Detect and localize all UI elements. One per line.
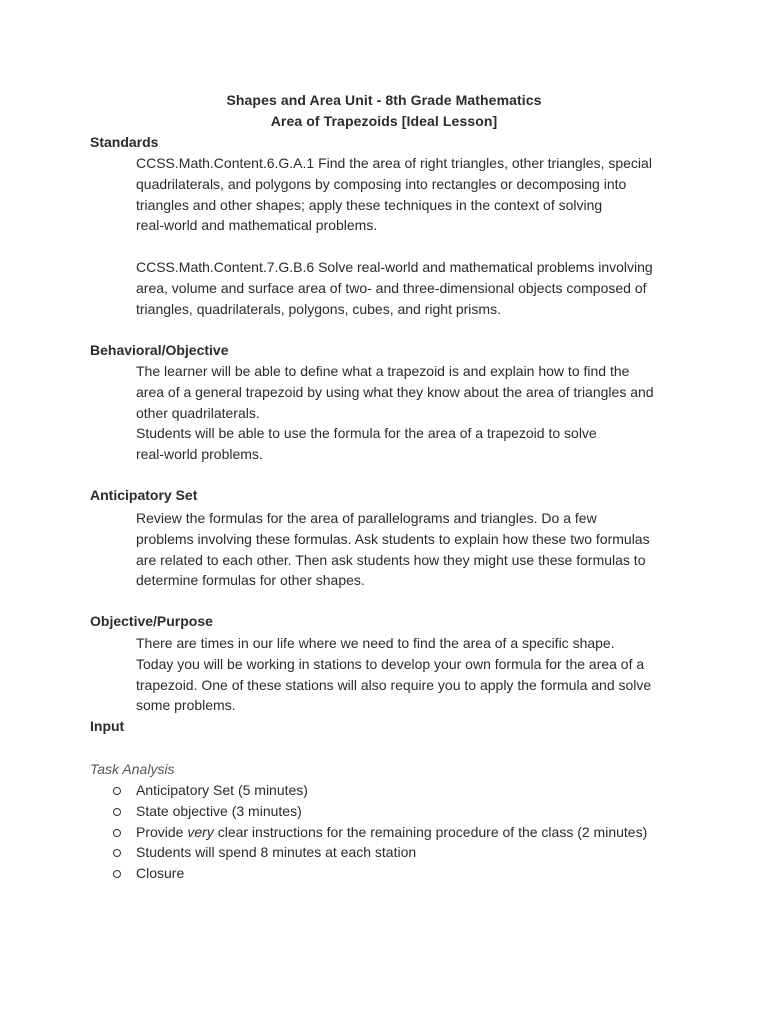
hollow-bullet-icon [113,829,121,837]
list-item-text: Anticipatory Set (5 minutes) [136,782,308,798]
text-line: triangles, quadrilaterals, polygons, cubes, and right prisms. [136,300,501,317]
list-item [113,801,647,822]
list-item-text: State objective (3 minutes) [136,802,302,819]
task-analysis-list [113,780,647,884]
emphasis-text: very [187,823,214,840]
text-line: Review the formulas for the area of parallelograms and triangles. Do a few [136,510,597,526]
objective-purpose-paragraph [136,633,696,716]
list-item [113,822,647,843]
list-item-text: Closure [136,865,185,882]
text-line: real-world and mathematical problems. [136,217,378,234]
anticipatory-paragraph [136,508,696,591]
document-subtitle: Area of Trapezoids [Ideal Lesson] [270,113,498,129]
text-line: Today you will be working in stations to develop your own formula for the area of a [136,655,645,672]
text-line: real-world problems. [136,446,263,463]
list-item-text: Students will spend 8 minutes at each station [136,844,417,861]
text-line: There are times in our life where we need to find the area of a specific shape. [136,635,615,651]
text-line: are related to each other. Then ask students how they might use these formulas to [136,551,646,568]
document-title: Shapes and Area Unit - 8th Grade Mathematics [226,92,542,108]
objective-purpose-heading: Objective/Purpose [90,613,213,629]
behavioral-paragraph [136,361,696,465]
text-line: determine formulas for other shapes. [136,572,365,589]
hollow-bullet-icon [113,808,121,816]
text-line: problems involving these formulas. Ask students to explain how these two formulas [136,530,650,547]
behavioral-heading: Behavioral/Objective [90,342,229,358]
list-item-text: Provide [136,823,188,840]
text-line: The learner will be able to define what a trapezoid is and explain how to find the [136,363,630,379]
standards-paragraph-1 [136,153,696,236]
text-line: area, volume and surface area of two- and three-dimensional objects composed of [136,279,647,296]
hollow-bullet-icon [113,787,121,795]
text-line: Students will be able to use the formula for the area of a trapezoid to solve [136,425,597,442]
standards-heading: Standards [90,134,159,150]
standards-paragraph-2 [136,257,696,319]
hollow-bullet-icon [113,849,121,857]
list-item [113,842,647,863]
text-line: area of a general trapezoid by using what they know about the area of triangles and [136,383,654,400]
text-line: CCSS.Math.Content.6.G.A.1 Find the area of right triangles, other triangles, special [136,155,652,171]
text-line: triangles and other shapes; apply these techniques in the context of solving [136,196,603,213]
text-line: some problems. [136,697,236,714]
anticipatory-heading: Anticipatory Set [90,487,198,503]
input-heading: Input [90,718,125,734]
text-line: quadrilaterals, and polygons by composing into rectangles or decomposing into [136,175,627,192]
list-item [113,780,647,801]
text-line: other quadrilaterals. [136,404,260,421]
list-item-text: clear instructions for the remaining procedure of the class (2 minutes) [213,823,648,840]
task-analysis-label: Task Analysis [90,761,175,777]
text-line: CCSS.Math.Content.7.G.B.6 Solve real-world and mathematical problems involving [136,259,653,275]
text-line: trapezoid. One of these stations will also require you to apply the formula and solve [136,676,652,693]
hollow-bullet-icon [113,870,121,878]
list-item [113,863,647,884]
